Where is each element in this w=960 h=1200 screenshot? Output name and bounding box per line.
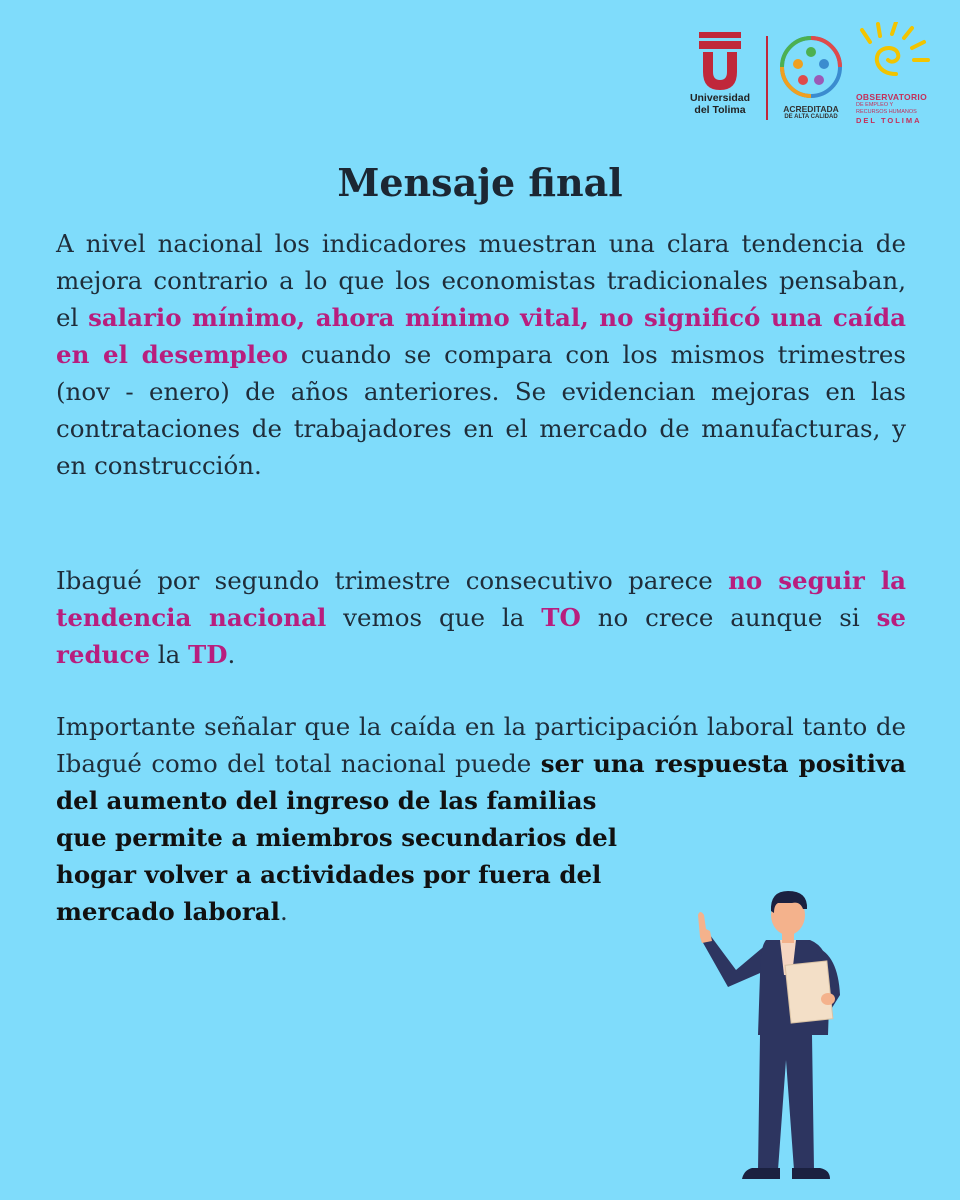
- p3-text-2: .: [279, 897, 288, 926]
- p3-bold-4: mercado laboral: [56, 897, 280, 926]
- accreditation-line1: ACREDITADA: [783, 104, 839, 114]
- paragraph-national: [56, 225, 906, 484]
- p2-text-3: no crece aunque si: [580, 603, 877, 632]
- observatory-line4: DEL TOLIMA: [856, 116, 922, 125]
- p3-bold-1: ser una respuesta positiva del aumento del ingreso de las familias: [56, 749, 906, 815]
- paragraph-ibague: [56, 562, 906, 673]
- logo-divider: [766, 36, 768, 120]
- sun-spiral-icon: [856, 22, 936, 88]
- ut-emblem-icon: [697, 32, 743, 90]
- businessman-illustration: [688, 885, 868, 1195]
- universidad-del-tolima-logo: [680, 32, 760, 116]
- p2-highlight-reduce: se reduce: [56, 603, 906, 669]
- p2-text-4: la: [149, 640, 188, 669]
- p1-text-1: A nivel nacional los indicadores muestran una clara tendencia de mejora contrario a lo que los economistas tradicionales pensaban, el: [56, 229, 906, 332]
- observatorio-logo: [856, 22, 944, 125]
- observatory-line1: OBSERVATORIO: [856, 92, 927, 102]
- p2-highlight-td: TD: [187, 640, 228, 669]
- p2-highlight-to: TO: [541, 603, 581, 632]
- page-title: Mensaje final: [337, 160, 623, 205]
- accreditation-logo: [772, 34, 850, 120]
- p2-text-5: .: [227, 640, 236, 669]
- accreditation-circle-icon: [778, 34, 844, 100]
- p2-text-2: vemos que la: [326, 603, 542, 632]
- p3-text-1: Importante señalar que la caída en la participación laboral tanto de Ibagué como del total nacional puede: [56, 712, 906, 778]
- header-logos: [680, 22, 950, 132]
- p3-bold-3: hogar volver a actividades por fuera del: [56, 860, 602, 889]
- observatory-line2: DE EMPLEO Y: [856, 102, 894, 108]
- p1-highlight-1: salario mínimo, ahora mínimo vital, no significó una caída en el desempleo: [56, 303, 907, 369]
- university-name-line1: Universidad: [689, 92, 751, 104]
- accreditation-line2: DE ALTA CALIDAD: [784, 114, 838, 120]
- p2-highlight-1: no seguir la tendencia nacional: [56, 566, 906, 632]
- observatory-line3: RECURSOS HUMANOS: [856, 109, 917, 115]
- university-name-line2: del Tolima: [694, 104, 746, 116]
- p2-text-1: Ibagué por segundo trimestre consecutivo parece: [56, 566, 729, 595]
- p3-bold-2: que permite a miembros secundarios del: [56, 823, 618, 852]
- p1-text-2: cuando se compara con los mismos trimestres (nov - enero) de años anteriores. Se evidencian mejoras en las contrataciones de trabajadores en el mercado de manufacturas, y en construcción.: [56, 340, 907, 480]
